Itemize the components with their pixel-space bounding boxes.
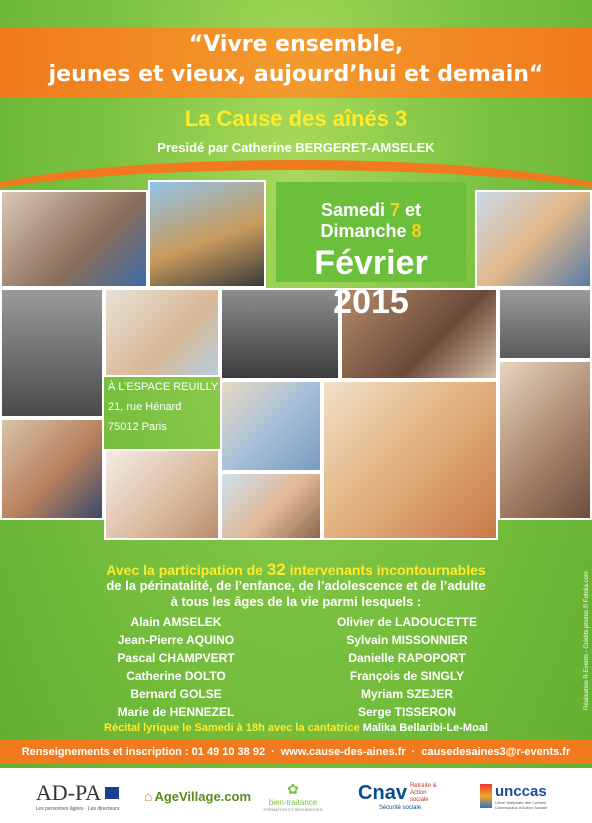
speaker-name: Pascal CHAMPVERT xyxy=(117,651,235,665)
bientraitance-tagline: FORMATION ET RECHERCHES xyxy=(263,806,323,812)
photo-baby-crawling xyxy=(104,288,220,377)
quote-line-2: jeunes et vieux, aujourd’hui et demain“ xyxy=(48,62,544,87)
cnav-side-text: Retraite & Action sociale xyxy=(409,782,437,803)
presided-by: Presidé par Catherine BERGERET-AMSELEK xyxy=(157,140,435,155)
speaker-name: Catherine DOLTO xyxy=(126,669,226,683)
logo-cnav xyxy=(355,776,445,816)
speaker-name: Danielle RAPOPORT xyxy=(348,651,466,665)
photo-old-man-bw xyxy=(498,288,592,360)
speakers-left-column xyxy=(76,613,276,721)
venue-city: 75012 Paris xyxy=(108,421,167,433)
date-box xyxy=(276,182,466,321)
photo-grandmother-grandchild xyxy=(0,190,148,288)
cnav-wordmark: Cnav xyxy=(358,781,407,804)
website-link[interactable]: www.cause-des-aines.fr xyxy=(280,746,406,758)
photo-teen-laptop xyxy=(0,418,104,520)
event-days: Samedi 7 et Dimanche 8 xyxy=(320,200,422,241)
speaker-name: Alain AMSELEK xyxy=(130,615,222,629)
people-icon: ✿ xyxy=(287,780,299,797)
unccas-wordmark: unccas xyxy=(495,782,547,800)
email-link[interactable]: causedesaines3@r-events.fr xyxy=(421,746,571,758)
quote-line-1: “Vivre ensemble, xyxy=(188,32,404,57)
bientraitance-wordmark: bien-traitance xyxy=(268,797,318,807)
participation-line-1: Avec la participation de 32 intervenants incontournables xyxy=(106,560,486,579)
separator-dot: · xyxy=(411,746,416,758)
agevillage-wordmark: AgeVillage.com xyxy=(154,788,252,804)
house-icon: ⌂ xyxy=(143,788,153,804)
venue-block xyxy=(108,377,220,449)
speaker-name: Sylvain MISSONNIER xyxy=(346,633,468,647)
event-month-year: Février 2015 xyxy=(314,244,428,321)
participation-line-2: de la périnatalité, de l’enfance, de l’adolescence et de l’adulte xyxy=(106,578,486,593)
contact-phone: Renseignements et inscription : 01 49 10 38 92 xyxy=(21,746,266,758)
logo-agevillage xyxy=(140,776,255,816)
venue-street: 21, rue Hénard xyxy=(108,401,182,413)
photo-grandparents-kids xyxy=(220,472,322,540)
event-title: La Cause des aînés 3 xyxy=(184,106,408,131)
separator-dot: · xyxy=(271,746,275,758)
speaker-name: Myriam SZEJER xyxy=(360,687,454,701)
speaker-name: François de SINGLY xyxy=(349,669,465,683)
eu-flag-icon xyxy=(105,787,119,799)
unccas-stripes-icon xyxy=(480,784,492,808)
speaker-name: Jean-Pierre AQUINO xyxy=(117,633,235,647)
adpa-wordmark: AD-PA xyxy=(35,780,102,805)
speaker-count: 32 xyxy=(266,560,286,579)
speaker-name: Bernard GOLSE xyxy=(130,687,222,701)
speaker-name: Marie de HENNEZEL xyxy=(117,705,235,719)
recital-artist: Malika Bellaribi-Le-Moal xyxy=(362,722,488,734)
photo-grandfather-girl xyxy=(498,360,592,520)
day-2: 8 xyxy=(411,221,422,241)
logo-adpa xyxy=(30,776,125,816)
venue-name: À L’ESPACE REUILLY xyxy=(108,381,219,393)
speaker-name: Serge TISSERON xyxy=(357,705,457,719)
participation-line-3: à tous les âges de la vie parmi lesquels : xyxy=(170,594,422,609)
day-1: 7 xyxy=(390,200,401,220)
logo-unccas xyxy=(470,776,565,816)
recital-line: Récital lyrique le Samedi à 18h avec la cantatrice Malika Bellaribi-Le-Moal xyxy=(104,722,488,734)
photo-grandparents-baby xyxy=(220,380,322,472)
speaker-name: Olivier de LADOUCETTE xyxy=(336,615,478,629)
photo-black-white-family xyxy=(0,288,104,418)
photo-credit: Réalisation R-Events - Crédits photos © Fotolia.com xyxy=(584,571,590,710)
speakers-right-column xyxy=(307,613,507,721)
photo-grandfather-child xyxy=(475,190,592,288)
adpa-tagline: Les personnes âgées · Les directeurs xyxy=(35,806,120,812)
unccas-tagline: Union Nationale des Centres Communaux d’Action Sociale xyxy=(495,799,548,810)
photo-mother-grandmother-girl xyxy=(322,380,498,540)
photo-grandpa-baby xyxy=(104,449,220,540)
cnav-tagline: Sécurité sociale xyxy=(378,804,422,811)
photo-boy-tablet xyxy=(148,180,266,288)
contact-bar xyxy=(0,740,592,764)
logo-bientraitance xyxy=(258,776,328,816)
sponsor-logos xyxy=(0,768,592,823)
